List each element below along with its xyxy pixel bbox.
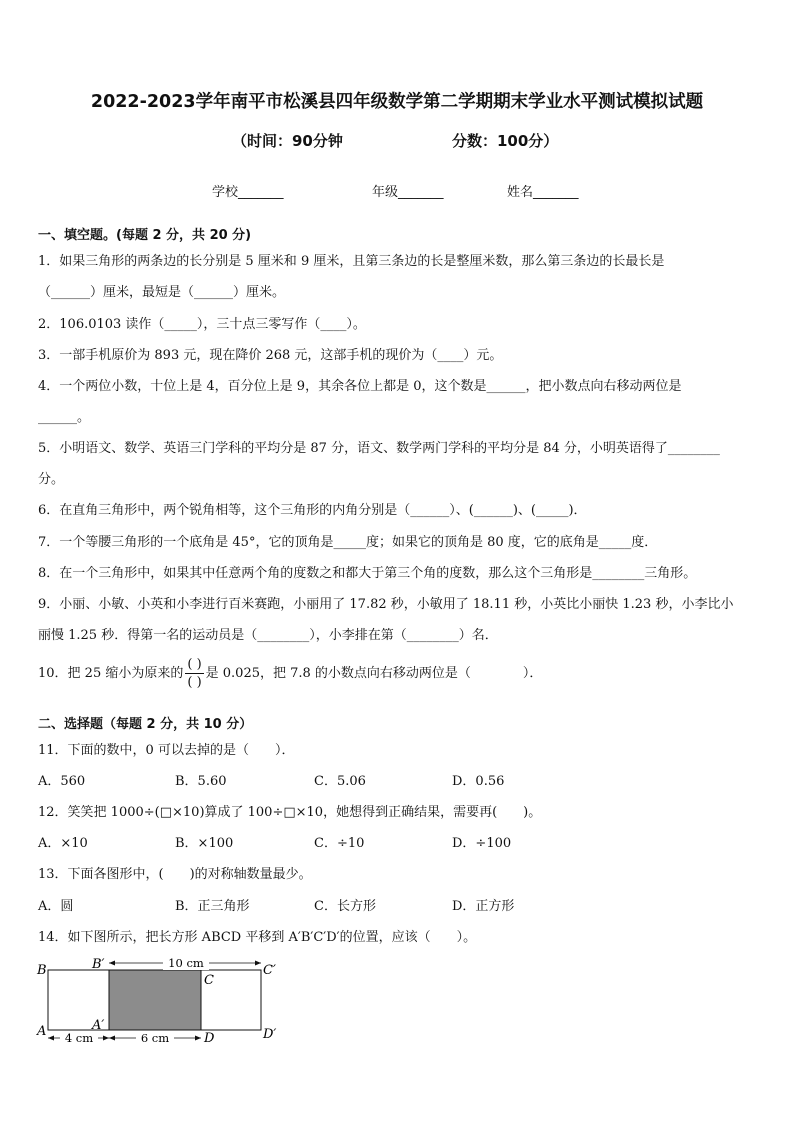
arrow-head [195,1036,201,1041]
arrow-head [255,961,261,966]
question-4-line-2: ______。 [38,410,91,425]
bottom-left-dimension-label: 4 cm [64,1031,94,1045]
vertex-c-prime-label: C′ [263,963,276,978]
question-10-suffix: 是 0.025，把 7.8 的小数点向右移动两位是（ ）． [205,666,543,681]
question-4-line-1: 4．一个两位小数，十位上是 4，百分位上是 9，其余各位上都是 0，这个数是______，把小数点向右移动两位是 [38,379,682,394]
question-11: 11．下面的数中，0 可以去掉的是（ ）． [38,743,295,758]
question-10-prefix: 10．把 25 缩小为原来的 [38,666,184,681]
question-13-option-d[interactable]: D．正方形 [452,899,515,914]
question-2: 2．106.0103 读作（_____），三十点三零写作（____）。 [38,317,366,332]
exam-score: 分数：100分） [452,132,559,150]
question-12-option-c[interactable]: C．÷10 [314,836,365,851]
question-13-option-b[interactable]: B．正三角形 [175,899,250,914]
arrow-head [48,1036,54,1041]
question-1-line-2: （______）厘米，最短是（______）厘米。 [38,285,286,300]
grade-field[interactable]: 年级_______ [372,185,444,200]
question-11-option-a[interactable]: A．560 [38,774,86,789]
vertex-c-label: C [204,973,214,988]
question-12: 12．笑笑把 1000÷(□×10)算成了 100÷□×10，她想得到正确结果，需要再( )。 [38,805,542,820]
name-field[interactable]: 姓名_______ [507,185,579,200]
question-1-line-1: 1．如果三角形的两条边的长分别是 5 厘米和 9 厘米，且第三条边的长是整厘米数，那么第三条边的长最长是 [38,254,665,269]
section-choice-heading: 二、选择题（每题 2 分，共 10 分） [38,717,253,732]
question-9-line-2: 丽慢 1.25 秒．得第一名的运动员是（________），小李排在第（________）名． [38,628,498,643]
overlap-rectangle [109,970,201,1030]
question-11-option-b[interactable]: B．5.60 [175,774,227,789]
page-title: 2022-2023学年南平市松溪县四年级数学第二学期期末学业水平测试模拟试题 [90,92,704,112]
school-field[interactable]: 学校_______ [212,185,284,200]
question-11-option-d[interactable]: D．0.56 [452,774,505,789]
arrow-head [109,961,115,966]
question-11-option-c[interactable]: C．5.06 [314,774,366,789]
question-13-option-a[interactable]: A．圆 [38,899,74,914]
question-13: 13．下面各图形中，( )的对称轴数量最少。 [38,867,312,882]
question-3: 3．一部手机原价为 893 元，现在降价 268 元，这部手机的现价为（____）元。 [38,348,503,363]
question-13-option-c[interactable]: C．长方形 [314,899,376,914]
section-fill-blank-heading: 一、填空题。(每题 2 分，共 20 分) [38,228,252,243]
arrow-head [103,1036,109,1041]
question-8: 8．在一个三角形中，如果其中任意两个角的度数之和都大于第三个角的度数，那么这个三角形是________三角形。 [38,566,697,581]
question-14: 14．如下图所示，把长方形 ABCD 平移到 A′B′C′D′的位置，应该（ ）。 [38,930,477,945]
question-7: 7．一个等腰三角形的一个底角是 45°，它的顶角是_____度；如果它的顶角是 80 度，它的底角是_____度． [38,535,658,550]
question-10 [38,656,542,691]
question-12-option-d[interactable]: D．÷100 [452,836,512,851]
vertex-b-label: B [37,963,47,978]
question-6: 6．在直角三角形中，两个锐角相等，这个三角形的内角分别是（______）、(______)、(_____)． [38,503,587,518]
question-9-line-1: 9．小丽、小敏、小英和小李进行百米赛跑，小丽用了 17.82 秒，小敏用了 18.11 秒，小英比小丽快 1.23 秒，小李比小 [38,597,734,612]
vertex-a-label: A [37,1024,47,1039]
question-10-fraction [185,656,203,691]
question-12-option-a[interactable]: A．×10 [38,836,88,851]
fraction-numerator: ( ) [187,657,202,672]
fraction-denominator: ( ) [187,675,202,690]
exam-time: （时间：90分钟 [232,132,343,150]
translation-figure [30,952,330,1052]
arrow-head [109,1036,115,1041]
bottom-mid-dimension-label: 6 cm [140,1031,170,1045]
vertex-a-prime-label: A′ [92,1018,105,1033]
vertex-d-label: D [204,1031,215,1046]
question-12-option-b[interactable]: B．×100 [175,836,234,851]
vertex-d-prime-label: D′ [263,1027,277,1042]
vertex-b-prime-label: B′ [92,957,105,972]
question-5-line-1: 5．小明语文、数学、英语三门学科的平均分是 87 分，语文、数学两门学科的平均分是 84 分，小明英语得了________ [38,441,720,456]
top-dimension-label: 10 cm [168,956,204,970]
question-5-line-2: 分。 [38,472,65,487]
